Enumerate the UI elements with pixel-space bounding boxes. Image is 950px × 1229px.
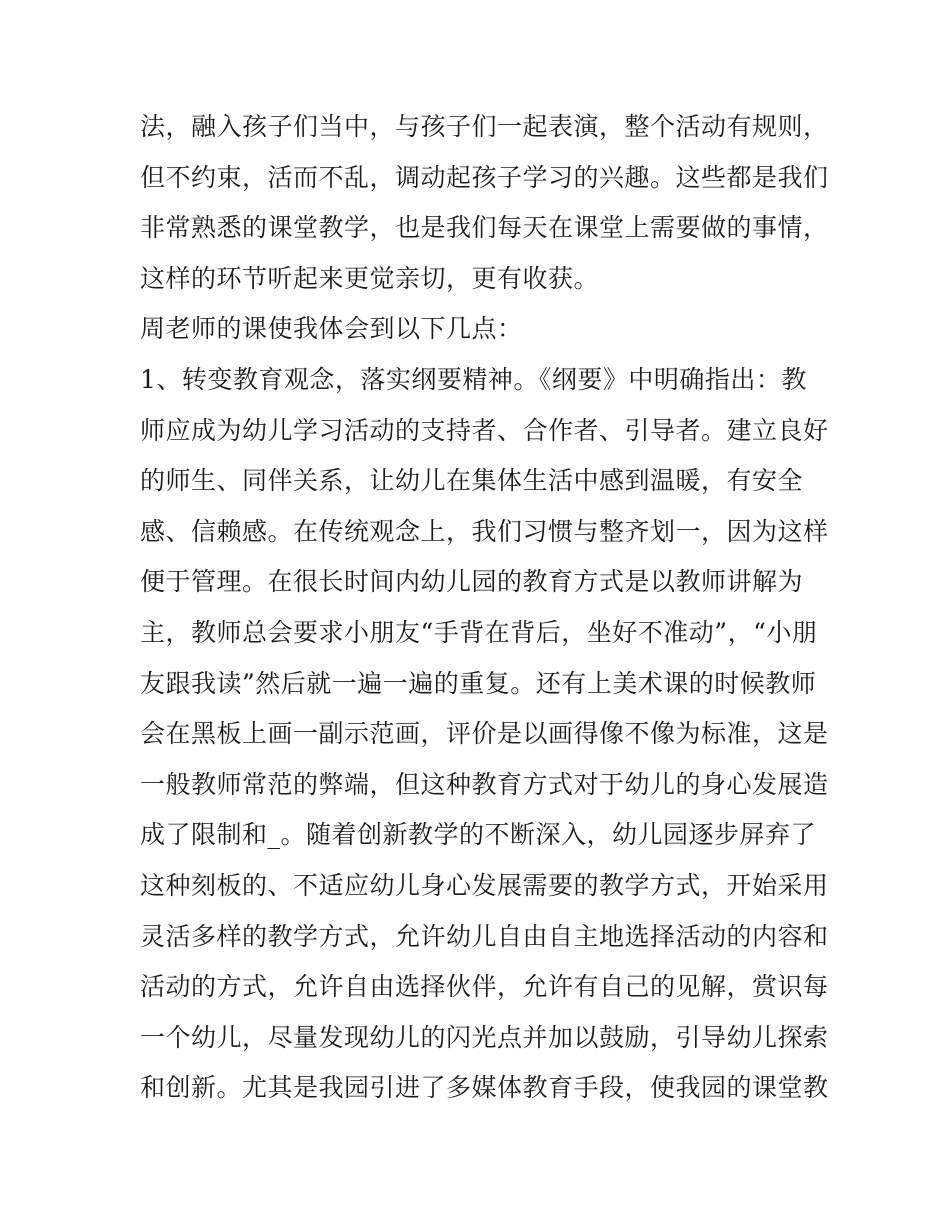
text-line-7: 师应成为幼儿学习活动的支持者、合作者、引导者。建立良好 [140,415,829,445]
text-line-9: 感、信赖感。在传统观念上，我们习惯与整齐划一，因为这样 [140,516,829,546]
text-line-2: 但不约束，活而不乱，调动起孩子学习的兴趣。这些都是我们 [140,162,829,192]
text-line-15: 成了限制和_。随着创新教学的不断深入，幼儿园逐步屏弃了 [140,820,817,850]
text-line-14: 一般教师常范的弊端，但这种教育方式对于幼儿的身心发展造 [140,769,829,799]
text-line-8: 的师生、同伴关系，让幼儿在集体生活中感到温暖，有安全 [140,466,804,496]
text-line-20: 和创新。尤其是我园引进了多媒体教育手段，使我园的课堂教 [140,1073,829,1103]
text-line-6: 1、转变教育观念，落实纲要精神。《纲要》中明确指出：教 [140,364,807,394]
text-line-1: 法，融入孩子们当中，与孩子们一起表演，整个活动有规则， [140,112,829,141]
text-line-16: 这种刻板的、不适应幼儿身心发展需要的教学方式，开始采用 [140,870,829,900]
body-text [140,102,829,1114]
text-line-10: 便于管理。在很长时间内幼儿园的教育方式是以教师讲解为 [140,567,804,597]
text-line-18: 活动的方式，允许自由选择伙伴，允许有自己的见解，赏识每 [140,972,829,1002]
text-line-19: 一个幼儿，尽量发现幼儿的闪光点并加以鼓励，引导幼儿探索 [140,1022,829,1052]
text-line-5: 周老师的课使我体会到以下几点： [140,314,523,344]
text-line-4: 这样的环节听起来更觉亲切，更有收获。 [140,263,600,293]
text-line-12: 友跟我读”然后就一遍一遍的重复。还有上美术课的时候教师 [140,668,817,698]
text-line-13: 会在黑板上画一副示范画，评价是以画得像不像为标准，这是 [140,719,829,749]
text-line-3: 非常熟悉的课堂教学，也是我们每天在课堂上需要做的事情， [140,213,829,243]
text-line-11: 主，教师总会要求小朋友“手背在背后，坐好不准动”，“小朋 [140,617,818,647]
text-line-17: 灵活多样的教学方式，允许幼儿自由自主地选择活动的内容和 [140,921,829,951]
